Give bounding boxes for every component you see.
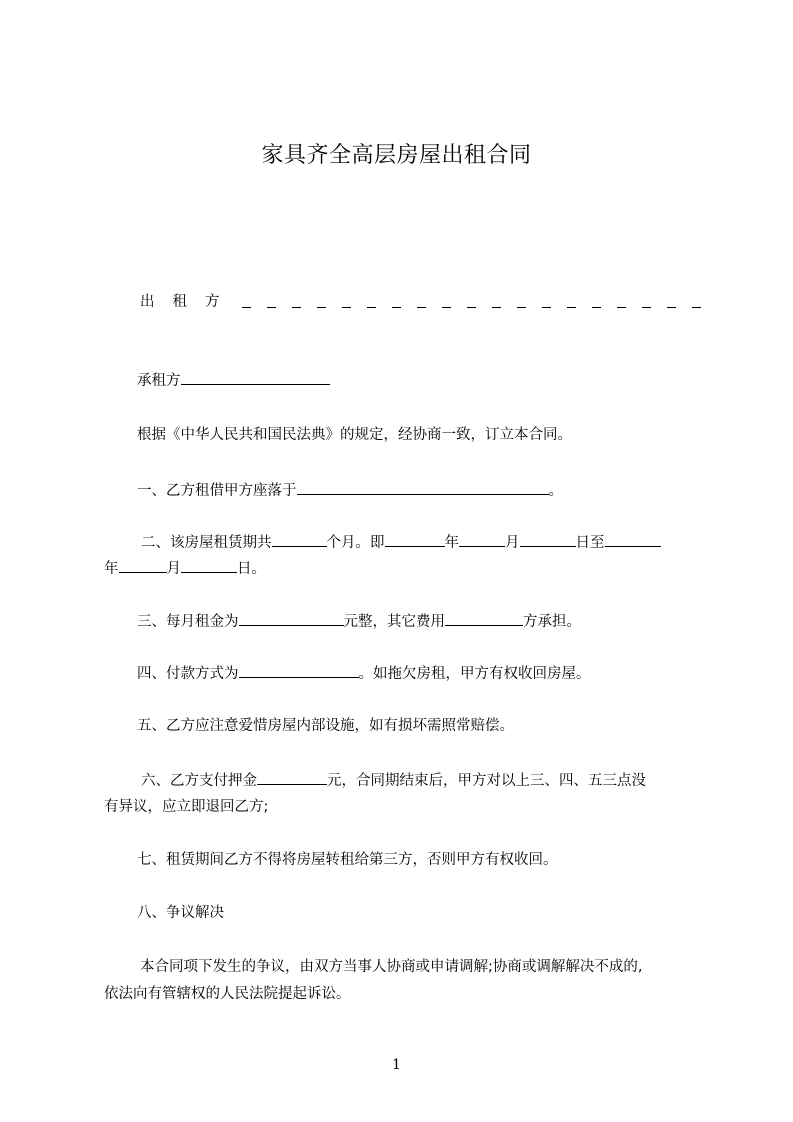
address-blank [297,480,549,495]
months-blank [272,532,327,547]
dispute-line-1: 本合同项下发生的争议，由双方当事人协商或申请调解;协商或调解解决不成的, [140,959,643,975]
clause-7: 七、租赁期间乙方不得将房屋转租给第三方，否则甲方有权收回。 [137,852,558,868]
start-year-blank [385,532,445,547]
clause-5: 五、乙方应注意爱惜房屋内部设施，如有损坏需照常赔偿。 [137,718,514,734]
clause-4-suffix: 。如拖欠房租，甲方有权收回房屋。 [358,666,591,682]
year2-label: 年 [104,561,119,577]
fees-party-blank [445,611,523,626]
start-month-blank [459,532,505,547]
clause-4-text: 四、付款方式为 [137,666,239,682]
day-end-label: 日。 [237,561,266,577]
clause-1 [104,480,737,501]
clause-1-suffix: 。 [548,483,563,499]
lessee-blank [181,370,330,385]
lessor-label: 出租方 [140,294,238,310]
months-label: 个月。即 [326,535,385,551]
payment-method-blank [239,663,359,678]
clause-1-text: 一、乙方租借甲方座落于 [137,483,297,499]
deposit-blank [257,770,327,785]
clause-3 [104,611,737,632]
year-label: 年 [444,535,459,551]
clause-2-line-1 [104,532,741,553]
clause-6-suffix: 元，合同期结束后，甲方对以上三、四、五三点没 [327,773,646,789]
clause-3-text: 三、每月租金为 [137,614,239,630]
clause-3-suffix: 方承担。 [523,614,581,630]
preamble: 根据《中华人民共和国民法典》的规定，经协商一致，订立本合同。 [137,427,572,443]
month-label: 月 [505,535,520,551]
month2-label: 月 [166,561,181,577]
lessor-line [140,292,704,312]
rent-blank [239,611,344,626]
clause-2-text: 二、该房屋租赁期共 [141,535,272,551]
day-to-label: 日至 [575,535,605,551]
dispute-line-2: 依法向有管辖权的人民法院提起诉讼。 [104,986,351,1002]
page-number: 1 [392,1057,401,1073]
clause-6-line-2: 有异议，应立即退回乙方; [104,799,269,815]
lessee-label: 承租方 [137,373,181,389]
clause-6-text: 六、乙方支付押金 [141,773,257,789]
clause-3-mid: 元整，其它费用 [343,614,445,630]
clause-8-heading: 八、争议解决 [137,905,224,921]
clause-2-line-2 [104,558,704,579]
clause-6-line-1 [104,770,741,791]
lessor-blank [242,296,705,308]
document-title: 家具齐全高层房屋出租合同 [261,143,532,168]
start-day-blank [520,532,576,547]
end-month-blank [119,558,167,573]
end-day-blank [181,558,237,573]
clause-4 [104,663,737,684]
lessee-line [104,370,737,391]
end-year-blank-part [605,532,661,547]
